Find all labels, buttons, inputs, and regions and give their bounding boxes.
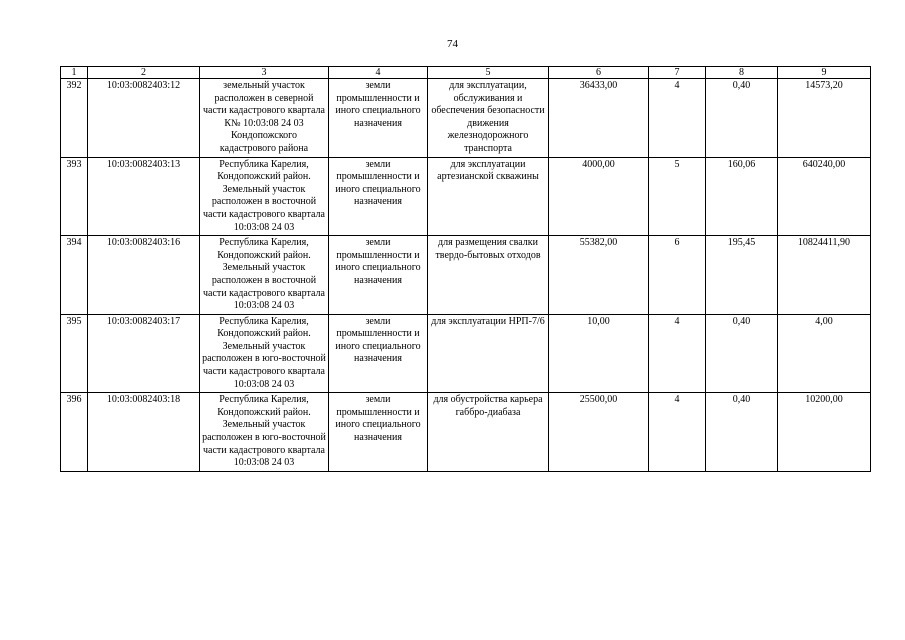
row-number: 393 xyxy=(61,157,88,236)
plot-location: Республика Карелия, Кондопожский район. Земельный участок расположен в восточной части кадастрового квартала 10:03:08 24 03 xyxy=(200,157,329,236)
total-value: 14573,20 xyxy=(778,79,871,158)
land-category: земли промышленности и иного специального назначения xyxy=(329,79,428,158)
table-row xyxy=(61,79,871,158)
permitted-use: для обустройства карьера габбро-диабаза xyxy=(428,393,549,472)
coefficient: 6 xyxy=(649,236,706,315)
plot-area: 10,00 xyxy=(549,314,649,393)
col-header-5: 5 xyxy=(428,67,549,79)
cadastral-number: 10:03:0082403:12 xyxy=(88,79,200,158)
unit-rate: 0,40 xyxy=(706,79,778,158)
land-category: земли промышленности и иного специального назначения xyxy=(329,157,428,236)
permitted-use: для эксплуатации, обслуживания и обеспечения безопасности движения железнодорожного транспорта xyxy=(428,79,549,158)
coefficient: 5 xyxy=(649,157,706,236)
plot-area: 25500,00 xyxy=(549,393,649,472)
unit-rate: 0,40 xyxy=(706,314,778,393)
total-value: 10200,00 xyxy=(778,393,871,472)
col-header-9: 9 xyxy=(778,67,871,79)
cadastral-number: 10:03:0082403:17 xyxy=(88,314,200,393)
plot-location: Республика Карелия, Кондопожский район. Земельный участок расположен в юго-восточной части кадастрового квартала 10:03:08 24 03 xyxy=(200,314,329,393)
total-value: 640240,00 xyxy=(778,157,871,236)
col-header-3: 3 xyxy=(200,67,329,79)
total-value: 4,00 xyxy=(778,314,871,393)
plot-area: 4000,00 xyxy=(549,157,649,236)
page-number: 74 xyxy=(447,38,458,50)
coefficient: 4 xyxy=(649,393,706,472)
col-header-7: 7 xyxy=(649,67,706,79)
col-header-4: 4 xyxy=(329,67,428,79)
land-category: земли промышленности и иного специального назначения xyxy=(329,236,428,315)
plot-location: Республика Карелия, Кондопожский район. Земельный участок расположен в восточной части кадастрового квартала 10:03:08 24 03 xyxy=(200,236,329,315)
plot-location: земельный участок расположен в северной части кадастрового квартала К№ 10:03:08 24 03 Кондопожского кадастрового района xyxy=(200,79,329,158)
row-number: 395 xyxy=(61,314,88,393)
row-number: 394 xyxy=(61,236,88,315)
row-number: 396 xyxy=(61,393,88,472)
table-row xyxy=(61,393,871,472)
unit-rate: 0,40 xyxy=(706,393,778,472)
permitted-use: для эксплуатации артезианской скважины xyxy=(428,157,549,236)
plot-location: Республика Карелия, Кондопожский район. Земельный участок расположен в юго-восточной части кадастрового квартала 10:03:08 24 03 xyxy=(200,393,329,472)
col-header-8: 8 xyxy=(706,67,778,79)
total-value: 10824411,90 xyxy=(778,236,871,315)
table-row xyxy=(61,314,871,393)
table-row xyxy=(61,236,871,315)
col-header-1: 1 xyxy=(61,67,88,79)
row-number: 392 xyxy=(61,79,88,158)
cadastral-number: 10:03:0082403:16 xyxy=(88,236,200,315)
coefficient: 4 xyxy=(649,79,706,158)
unit-rate: 195,45 xyxy=(706,236,778,315)
cadastral-number: 10:03:0082403:13 xyxy=(88,157,200,236)
col-header-2: 2 xyxy=(88,67,200,79)
coefficient: 4 xyxy=(649,314,706,393)
header-row xyxy=(61,67,871,79)
table-row xyxy=(61,157,871,236)
land-plots-table xyxy=(60,66,871,472)
land-category: земли промышленности и иного специального назначения xyxy=(329,314,428,393)
cadastral-number: 10:03:0082403:18 xyxy=(88,393,200,472)
unit-rate: 160,06 xyxy=(706,157,778,236)
plot-area: 55382,00 xyxy=(549,236,649,315)
col-header-6: 6 xyxy=(549,67,649,79)
land-category: земли промышленности и иного специального назначения xyxy=(329,393,428,472)
plot-area: 36433,00 xyxy=(549,79,649,158)
permitted-use: для размещения свалки твердо-бытовых отходов xyxy=(428,236,549,315)
permitted-use: для эксплуатации НРП-7/6 xyxy=(428,314,549,393)
